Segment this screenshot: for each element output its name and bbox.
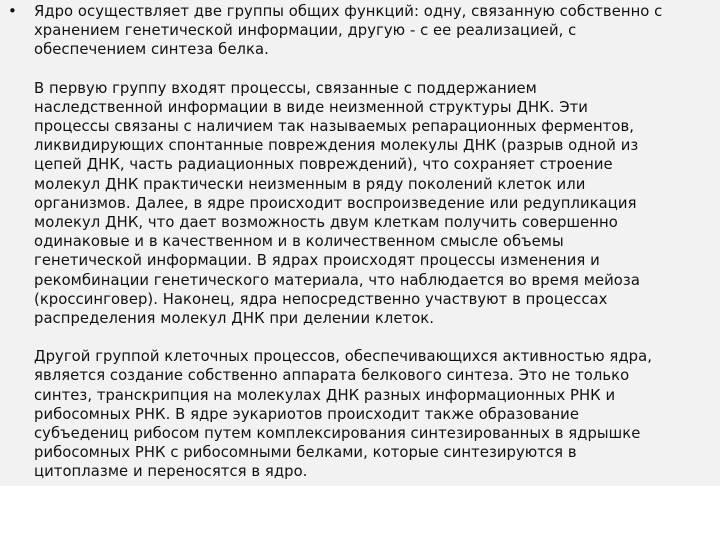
paragraph-first-group: В первую группу входят процессы, связанные с поддержанием наследственной информации в виде неизменной структуры ДНК. Эти процессы связаны с наличием так называемых репарационных ферментов, ликвидирующих спонтанные повреждения молекулы ДНК (разрыв одной из цепей ДНК, часть радиационных повреждений), что сохраняет строение молекул ДНК практически неизменным в ряду поколений клеток или организмов. Далее, в ядре происходит воспроизведение или редупликация молекул ДНК, что дает возможность двум клеткам получить совершенно одинаковые и в качественном и в количественном смысле объемы генетической информации. В ядрах происходят процессы изменения и рекомбинации генетического материала, что наблюдается во время мейоза (кроссинговер). Наконец, ядра непосредственно участвуют в процессах распределения молекул ДНК при делении клеток. [34, 79, 640, 328]
paragraph-second-group: Другой группой клеточных процессов, обеспечивающихся активностью ядра, является создание собственно аппарата белкового синтеза. Это не только синтез, транскрипция на молекулах ДНК разных информационных РНК и рибосомных РНК. В ядре эукариотов происходит также образование субъедениц рибосом путем комплексирования синтезированных в ядрышке рибосомных РНК с рибосомными белками, которые синтезируются в цитоплазме и переносятся в ядро. [34, 348, 652, 481]
paragraph-intro: Ядро осуществляет две группы общих функций: одну, связанную собственно с хранением генетической информации, другую - с ее реализацией, с обеспечением синтеза белка. [34, 3, 663, 59]
slide-body [34, 2, 704, 482]
bullet-marker: • [8, 2, 17, 20]
